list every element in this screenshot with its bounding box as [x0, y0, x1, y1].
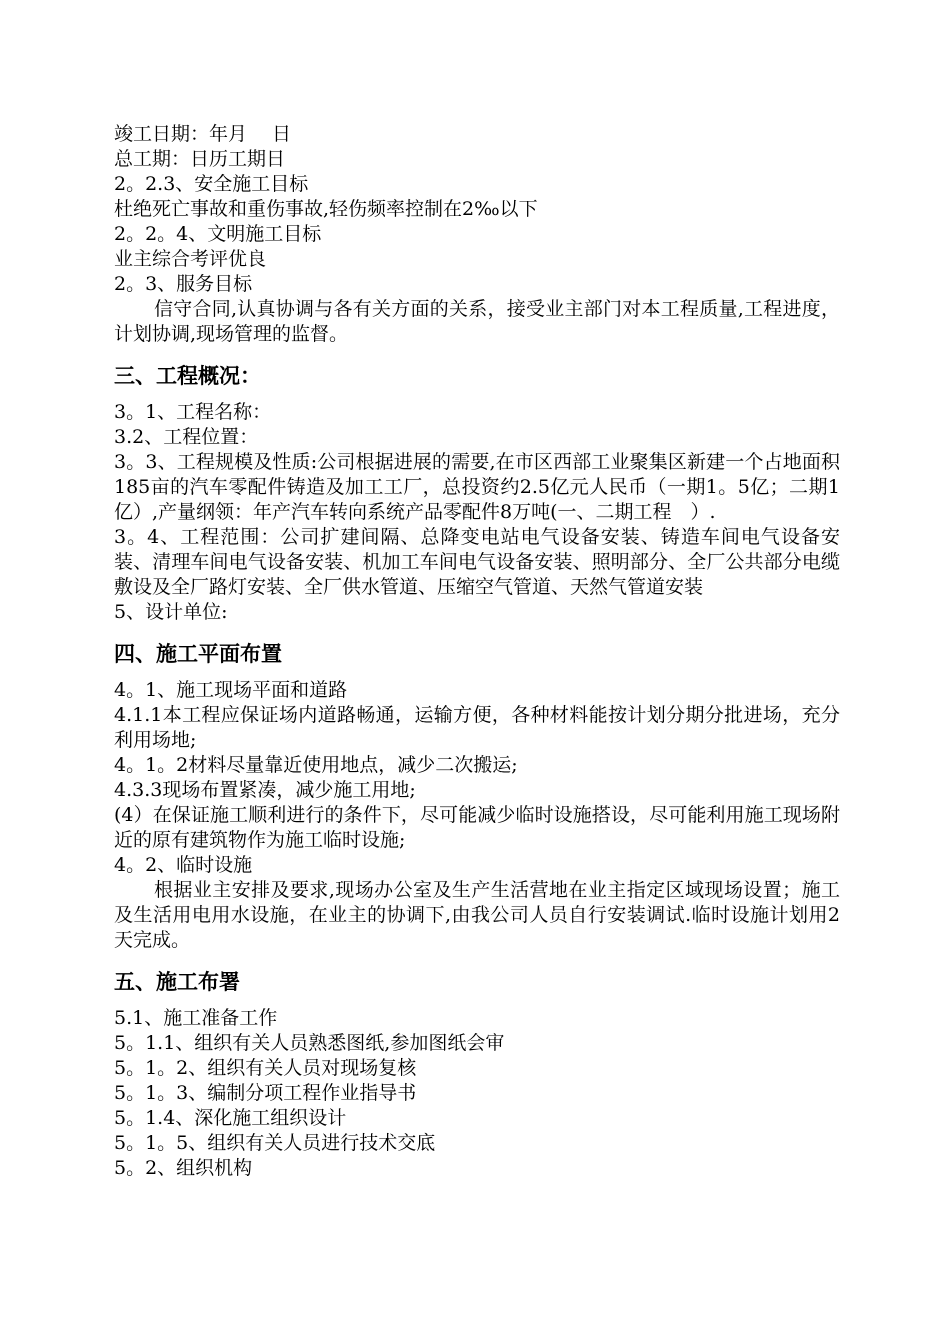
- design-unit-line: 5、设计单位:: [114, 601, 228, 623]
- preparation-item-1: 5。1.1、组织有关人员熟悉图纸,参加图纸会审: [114, 1032, 505, 1054]
- temporary-reduction-paragraph: (4）在保证施工顺利进行的条件下，尽可能减少临时设施搭设，尽可能利用施工现场附近的原有建筑物作为施工临时设施;: [114, 804, 840, 851]
- temporary-facilities-title: 4。2、临时设施: [114, 854, 253, 876]
- safety-goal-title: 2。2.3、安全施工目标: [114, 173, 309, 195]
- safety-goal-text: 杜绝死亡事故和重伤事故,轻伤频率控制在2‰以下: [114, 198, 538, 220]
- organization-title: 5。2、组织机构: [114, 1157, 253, 1179]
- section-4-heading: 四、施工平面布置: [114, 642, 282, 666]
- site-plan-title: 4。1、施工现场平面和道路: [114, 679, 348, 701]
- temporary-facilities-paragraph: 根据业主安排及要求,现场办公室及生产生活营地在业主指定区域现场设置；施工及生活用电用水设施，在业主的协调下,由我公司人员自行安装调试.临时设施计划用2天完成。: [114, 879, 840, 951]
- document-body: [114, 122, 840, 1181]
- service-goal-title: 2。3、服务目标: [114, 273, 253, 295]
- preparation-item-4: 5。1.4、深化施工组织设计: [114, 1107, 347, 1129]
- section-5-heading: 五、施工布署: [114, 970, 240, 994]
- preparation-item-3: 5。1。3、编制分项工程作业指导书: [114, 1082, 417, 1104]
- project-scope-paragraph: 3。4、工程范围：公司扩建间隔、总降变电站电气设备安装、铸造车间电气设备安装、清理车间电气设备安装、机加工车间电气设备安装、照明部分、全厂公共部分电缆敷设及全厂路灯安装、全厂供水管道、压缩空气管道、天然气管道安装: [114, 526, 840, 598]
- project-location-line: 3.2、工程位置：: [114, 426, 259, 448]
- total-duration-line: 总工期：日历工期日: [114, 148, 286, 170]
- project-name-line: 3。1、工程名称：: [114, 401, 272, 423]
- preparation-title: 5.1、施工准备工作: [114, 1007, 278, 1029]
- preparation-item-2: 5。1。2、组织有关人员对现场复核: [114, 1057, 417, 1079]
- completion-date-line: 竣工日期：年月 日: [114, 123, 292, 145]
- civilized-goal-text: 业主综合考评优良: [114, 248, 267, 270]
- service-goal-paragraph: 信守合同,认真协调与各有关方面的关系，接受业主部门对本工程质量,工程进度，计划协调,现场管理的监督。: [114, 298, 840, 345]
- section-3-heading: 三、工程概况：: [114, 364, 261, 388]
- civilized-goal-title: 2。2。4、文明施工目标: [114, 223, 322, 245]
- project-scale-paragraph: 3。3、工程规模及性质:公司根据进展的需要,在市区西部工业聚集区新建一个占地面积185亩的汽车零配件铸造及加工工厂，总投资约2.5亿元人民币（一期1。5亿；二期1亿）,产量纲领：年产汽车转向系统产品零配件8万吨(一、二期工程 ）.: [114, 451, 840, 523]
- site-roads-paragraph: 4.1.1本工程应保证场内道路畅通，运输方便，各种材料能按计划分期分批进场，充分利用场地;: [114, 704, 840, 751]
- layout-compact-line: 4.3.3现场布置紧凑，减少施工用地;: [114, 779, 416, 801]
- materials-line: 4。1。2材料尽量靠近使用地点，减少二次搬运;: [114, 754, 518, 776]
- preparation-item-5: 5。1。5、组织有关人员进行技术交底: [114, 1132, 436, 1154]
